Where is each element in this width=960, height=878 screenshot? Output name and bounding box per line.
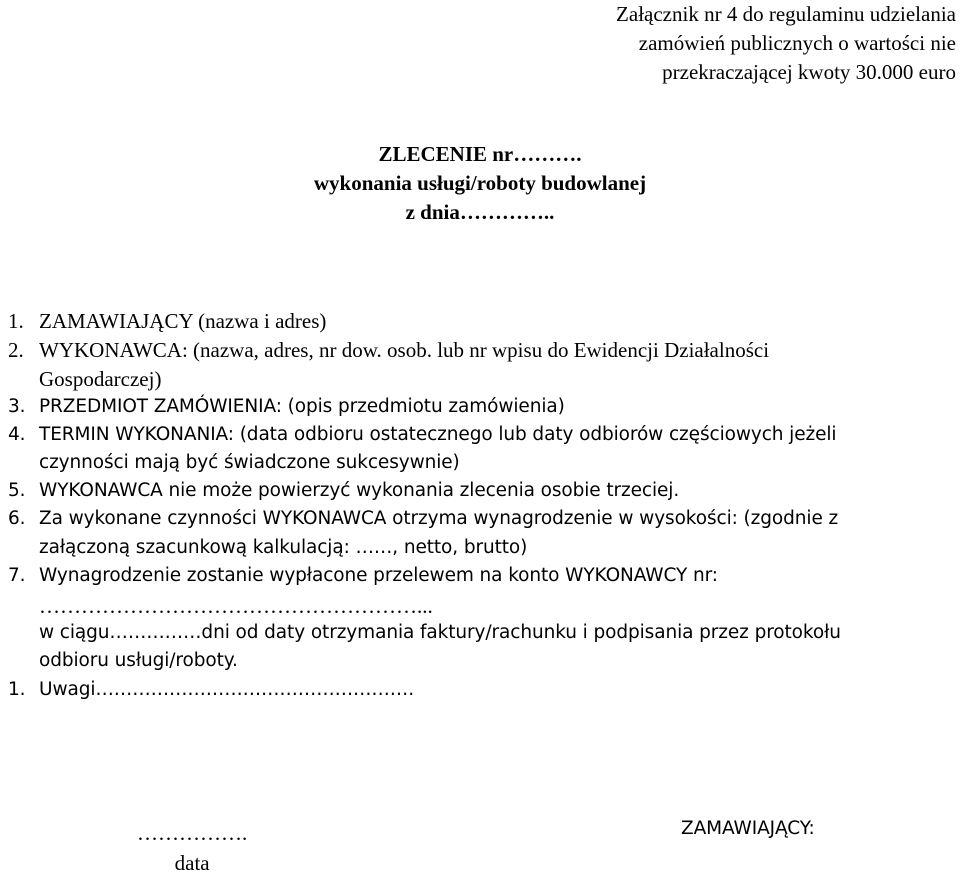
item-text: WYKONAWCA nie może powierzyć wykonania zlecenia osobie trzeciej.	[39, 480, 680, 501]
title-line-date: z dnia…………..	[405, 200, 555, 224]
item-text: PRZEDMIOT ZAMÓWIENIA: (opis przedmiotu zamówienia)	[39, 396, 565, 417]
item-text: Wynagrodzenie zostanie wypłacone przelewem na konto WYKONAWCY nr:	[39, 565, 718, 586]
item-3-subject	[8, 396, 565, 417]
attachment-header	[616, 0, 956, 87]
item-number: 5.	[8, 480, 26, 501]
item-7-payment	[8, 565, 718, 586]
date-dots: …………….	[137, 821, 248, 845]
item-number: 4.	[8, 424, 26, 445]
item-text: w ciągu……………dni od daty otrzymania faktury/rachunku i podpisania przez protokołu	[39, 622, 841, 643]
item-number: 1.	[8, 679, 26, 700]
item-number: 1.	[8, 309, 24, 333]
item-number: 2.	[8, 338, 24, 362]
item-5-no-subcontracting	[8, 480, 679, 501]
item-text: TERMIN WYKONANIA: (data odbioru ostatecznego lub daty odbiorów częściowych jeżeli	[39, 424, 837, 445]
item-2-continuation	[39, 367, 161, 392]
item-text: załączoną szacunkową kalkulacją: ……, netto, brutto)	[39, 537, 528, 558]
item-1-ordering-party	[8, 309, 326, 334]
title-line-order-number: ZLECENIE nr……….	[378, 142, 582, 166]
document-title	[0, 140, 960, 227]
item-2-contractor	[8, 338, 769, 363]
item-text: Uwagi…………………………………………….	[39, 679, 414, 700]
date-label: data	[174, 851, 210, 875]
item-number: 3.	[8, 396, 26, 417]
item-text: odbioru usługi/roboty.	[39, 650, 238, 671]
date-signature-block	[137, 818, 247, 878]
item-6-remuneration	[8, 508, 838, 529]
item-number: 7.	[8, 565, 26, 586]
account-number-dots	[39, 594, 433, 619]
item-4-deadline	[8, 424, 836, 445]
payment-term-line	[39, 622, 841, 643]
item-text: ZAMAWIAJĄCY (nazwa i adres)	[39, 309, 327, 333]
ordering-party-signature-label: ZAMAWIAJĄCY:	[681, 818, 815, 839]
item-text: WYKONAWCA: (nazwa, adres, nr dow. osob. lub nr wpisu do Ewidencji Działalności	[39, 338, 770, 362]
item-4-continuation	[39, 452, 460, 473]
item-text: ………………………………………………...	[39, 594, 433, 618]
item-text: Za wykonane czynności WYKONAWCA otrzyma wynagrodzenie w wysokości: (zgodnie z	[39, 508, 839, 529]
title-line-service: wykonania usługi/roboty budowlanej	[313, 171, 647, 195]
header-line-3: przekraczającej kwoty 30.000 euro	[662, 60, 956, 84]
payment-term-continuation	[39, 650, 238, 671]
item-text: Gospodarczej)	[39, 367, 162, 391]
item-text: czynności mają być świadczone sukcesywnie)	[39, 452, 460, 473]
item-6-continuation	[39, 537, 527, 558]
item-number: 6.	[8, 508, 26, 529]
header-line-2: zamówień publicznych o wartości nie	[638, 31, 956, 55]
item-remarks	[8, 679, 414, 700]
header-line-1: Załącznik nr 4 do regulaminu udzielania	[616, 2, 956, 26]
